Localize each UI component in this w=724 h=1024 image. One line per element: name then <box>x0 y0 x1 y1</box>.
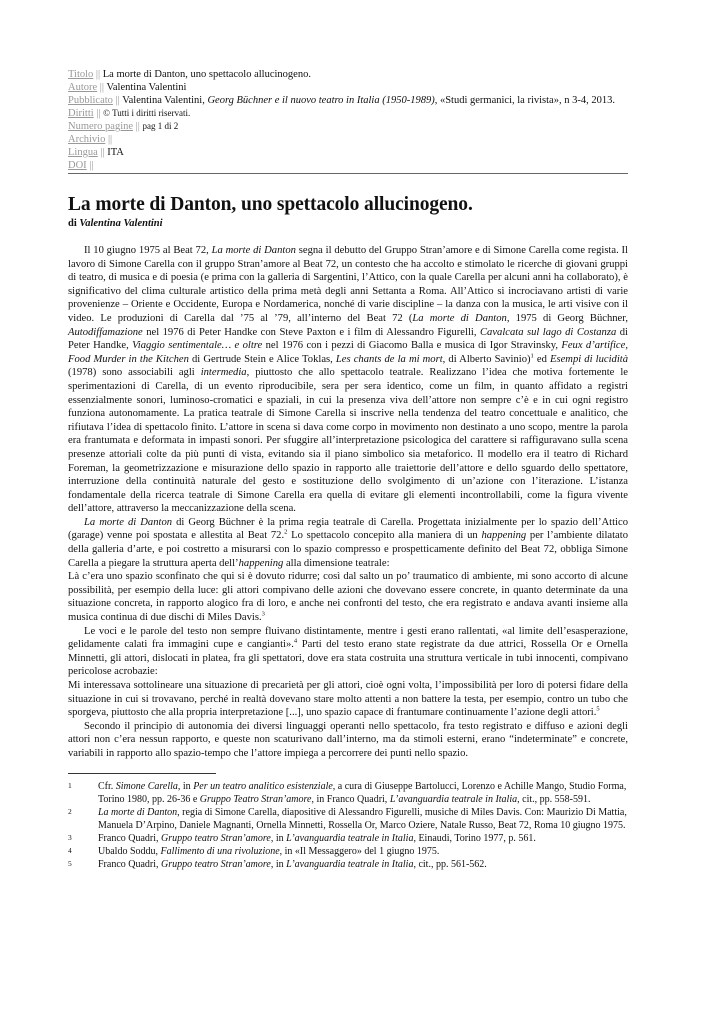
separator: || <box>97 147 105 158</box>
diritti-link[interactable]: Diritti <box>68 108 94 119</box>
paragraph-4: Secondo il principio di autonomia dei diversi linguaggi operanti nello spettacolo, fra testo registrato e diffuso e azioni degli attori non c’era nessun rapporto, e queste non scaturivano dall’interno, ma da stimoli esterni, erano “indeterminate” e concrete, variabili in rapporto allo spazio-tempo che l’attore impiega a percorrere dei punti nello spazio. <box>68 720 628 759</box>
footnote-4 <box>68 845 628 858</box>
separator: || <box>105 134 113 145</box>
footnote-text: Cfr. Simone Carella, in Per un teatro analitico esistenziale, a cura di Giuseppe Bartolucci, Lorenzo e Achille Mango, Studio Forma, Torino 1980, pp. 26-36 e Gruppo Teatro Stran’amore, in Franco Quadri, L’avanguardia teatrale in Italia, cit., pp. 558-591. <box>98 780 627 805</box>
footnote-text: Ubaldo Soddu, Fallimento di una rivoluzione, in «Il Messaggero» del 1 giugno 1975. <box>98 845 440 857</box>
meta-row-lingua <box>68 146 628 159</box>
separator: || <box>93 69 101 80</box>
meta-row-titolo <box>68 68 628 81</box>
meta-row-doi <box>68 159 628 172</box>
doi-link[interactable]: DOI <box>68 160 87 171</box>
footnote-2 <box>68 806 628 832</box>
meta-row-numero-pagine <box>68 120 628 133</box>
footnote-text: Franco Quadri, Gruppo teatro Stran’amore, in L’avanguardia teatrale in Italia, cit., pp. 561-562. <box>98 858 487 870</box>
article-byline: di Valentina Valentini <box>68 218 163 229</box>
titolo-link[interactable]: Titolo <box>68 69 94 80</box>
footnote-number: 1 <box>68 780 72 790</box>
footnote-number: 5 <box>68 858 72 868</box>
separator: || <box>112 95 120 106</box>
pubblicato-link[interactable]: Pubblicato <box>68 95 113 106</box>
footnote-ref-3[interactable]: 3 <box>261 610 265 618</box>
footnote-ref-1[interactable]: 1 <box>530 352 534 360</box>
meta-row-archivio <box>68 133 628 146</box>
block-quote-2: Mi interessava sottolineare una situazione di precarietà per gli attori, cioè ogni volta, l’impossibilità per loro di potersi fidare della situazione in cui si trovavano, perché in realtà dovevano stare molto attenti a non battere la testa, per esempio, contro un tubo che sporgeva, piuttosto che alla propria interpretazione [...], uno spazio capace di frantumare continuamente l’azione degli attori.$^5$ <box>68 680 628 719</box>
article-body <box>68 244 628 761</box>
footnote-number: 4 <box>68 845 72 855</box>
separator: || <box>97 82 105 93</box>
footnote-text: La morte di Danton, regia di Simone Carella, diapositive di Alessandro Figurelli, musiche di Miles Davis. Con: Maurizio Di Mattia, Manuela D’Arpino, Daniele Magnanti, Ornella Minnetti, Rossella Or, Marco Oziere, Natale Russo, Beat 72, Roma 10 giugno 1975. <box>98 806 627 831</box>
footnotes <box>68 780 628 871</box>
metadata-block <box>68 68 628 174</box>
footnote-number: 3 <box>68 832 72 842</box>
paragraph-3: Le voci e le parole del testo non sempre fluivano distintamente, mentre i gesti erano rallentati, «al limite dell’esasperazione, gelidamente calati fra immagini cupe e cangianti».$^4$ Parti del testo erano state registrate da due attrici, Rossella Or e Ornella Minnetti, gli attori, dislocati in platea, fra gli spettatori, dove era stata costruita una struttura verticale in tubi innocenti, compivano pericolose acrobazie: <box>68 625 628 678</box>
footnote-ref-4[interactable]: 4 <box>293 637 298 645</box>
footnote-ref-2[interactable]: 2 <box>284 528 288 536</box>
lingua-link[interactable]: Lingua <box>68 147 98 158</box>
footnote-1 <box>68 780 628 806</box>
metadata-divider <box>68 173 628 174</box>
footnote-3 <box>68 832 628 845</box>
footnote-number: 2 <box>68 806 72 816</box>
archivio-link[interactable]: Archivio <box>68 134 106 145</box>
lingua-value: ITA <box>107 147 124 158</box>
article-title: La morte di Danton, uno spettacolo allucinogeno. <box>68 194 473 215</box>
meta-row-diritti <box>68 107 628 120</box>
footnote-ref-5[interactable]: 5 <box>596 705 600 713</box>
separator: || <box>93 108 101 119</box>
diritti-value: © Tutti i diritti riservati. <box>103 108 191 118</box>
pubblicato-value: Valentina Valentini, Georg Büchner e il nuovo teatro in Italia (1950-1989), «Studi germanici, la rivista», n 3-4, 2013. <box>122 95 615 106</box>
footnote-5 <box>68 858 628 871</box>
document-page <box>68 68 628 871</box>
paragraph-2: La morte di Danton di Georg Büchner è la prima regia teatrale di Carella. Progettata inizialmente per lo spazio dell’Attico (garage) venne poi spostata e allestita al Beat 72.$^2$ Lo spettacolo concepito alla maniera di un happening per l’ambiente dilatato della galleria d’arte, e poi costretto a misurarsi con lo spazio compresso e prospetticamente definito del Beat 72, obbliga Simone Carella a piegare la struttura aperta dell’happening alla dimensione teatrale: <box>68 516 628 569</box>
paragraph-1: Il 10 giugno 1975 al Beat 72, La morte di Danton segna il debutto del Gruppo Stran’amore e di Simone Carella come regista. Il lavoro di Simone Carella con il gruppo Stran’amore al Beat 72, un contesto che ha accolto e stimolato le ricerche di giovani gruppi di teatro, di musica e di poesia (e prima con la galleria di Sargentini, l’Attico, con la quale Carella per alcuni anni ha collaborato), è significativo del clima culturale artistico della prima metà degli anni Settanta a Roma. All’Attico si incrociavano artisti di varie provenienze – Oriente e Occidente, Europa e Nordamerica, nonché di varie discipline – la danza con la musica, le arti visive con il video. Le produzioni di Carella dal ’75 al ’79, all’interno del Beat 72 (La morte di Danton, 1975 di Georg Büchner, Autodiffamazione nel 1976 di Peter Handke con Steve Paxton e i film di Alessandro Figurelli, Cavalcata sul lago di Costanza di Peter Handke, Viaggio sentimentale… e oltre nel 1976 con i pezzi di Giacomo Balla e musica di Igor Stravinsky, Feux d’artifice, Food Murder in the Kitchen di Gertrude Stein e Alice Toklas, Les chants de la mi mort, di Alberto Savinio)$^1$ ed Esempi di lucidità (1978) sono associabili agli intermedia, piuttosto che allo spettacolo teatrale. Realizzano l’idea che motiva fortemente le sperimentazioni di Carella, di un evento riproducibile, sera per sera identico, come un film, in quanto affidato a registri essenzialmente sonori, luminoso-cromatici e spaziali, in cui la presenza viva dell’attore non sempre c’è e in cui ogni registro funziona autonomamente. La pratica teatrale di Simone Carella si inscrive nella tendenza del teatro concettuale e analitico, che rifiutava l’idea di spettacolo finito. L’attore in scena si dava come corpo in movimento non destinato a uno scopo, mentre la parola era frantumata e deformata in impasti sonori. Per sfuggire all’interpretazione psicologica del carattere si raffiguravano sulla scena presenze attoriali colte da più punti di vista, evitando sia il piano simbolico sia metaforico. Il modello era il teatro di Richard Foreman, la geometrizzazione e misurazione dello spazio in rapporto alle traiettorie dell’attore e dello sguardo dello spettatore, interruzione della continuità naturale del gesto e sostituzione dello svolgimento di un’azione con l’iterazione. L’istanza fondamentale della ricerca teatrale di Simone Carella era quella di evitare gli elementi incontrollabili, come la figura vivente dell’attore, attraverso la meccanizzazione della scena. <box>68 245 629 515</box>
footnote-text: Franco Quadri, Gruppo teatro Stran’amore, in L’avanguardia teatrale in Italia, Einaudi, Torino 1977, p. 561. <box>98 832 536 844</box>
numero-pagine-link[interactable]: Numero pagine <box>68 121 134 132</box>
meta-row-pubblicato <box>68 94 628 107</box>
article-author: Valentina Valentini <box>79 218 163 229</box>
titolo-value: La morte di Danton, uno spettacolo allucinogeno. <box>102 69 311 80</box>
separator: || <box>133 121 140 132</box>
meta-row-autore <box>68 81 628 94</box>
block-quote-1: Là c’era uno spazio sconfinato che qui si è dovuto ridurre; così dal salto un po’ traumatico di ambiente, mi sono accorto di alcune possibilità, per esempio della luce: gli attori compivano delle azioni che dovevano essere concrete, in quanto determinate da una situazione concreta, in rapporto alogico fra di loro, e anche nei confronti del testo, che era registrato e andava avanti insieme alla musica continua di due dischi di Miles Davis.$^3$ <box>68 571 628 624</box>
numero-pagine-value: pag 1 di 2 <box>142 121 179 131</box>
autore-value: Valentina Valentini <box>106 82 187 93</box>
footnote-divider <box>68 773 216 774</box>
autore-link[interactable]: Autore <box>68 82 98 93</box>
separator: || <box>86 160 94 171</box>
